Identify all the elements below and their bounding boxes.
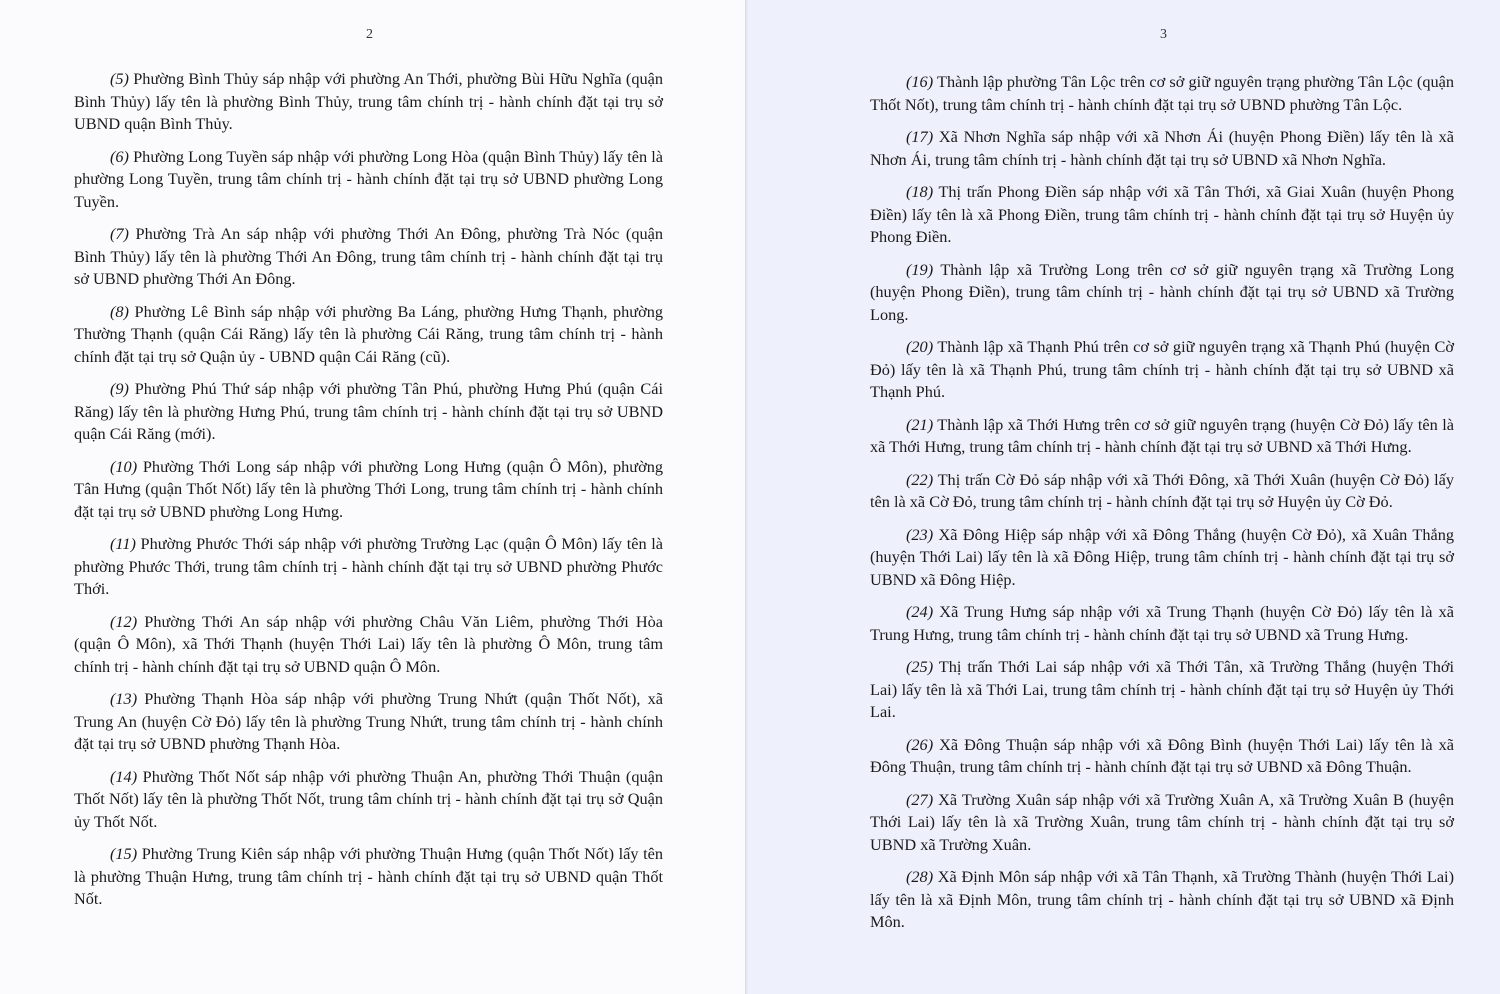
item-text: Xã Nhơn Nghĩa sáp nhập với xã Nhơn Ái (huyện Phong Điền) lấy tên là xã Nhơn Ái, trung tâm chính trị - hành chính đặt tại trụ sở UBND xã Nhơn Nghĩa. <box>870 127 1454 169</box>
left-page <box>0 0 745 994</box>
list-item <box>74 378 663 446</box>
item-text: Thị trấn Cờ Đỏ sáp nhập với xã Thới Đông, xã Thới Xuân (huyện Cờ Đỏ) lấy tên là xã Cờ Đỏ, trung tâm chính trị - hành chính đặt tại trụ sở Huyện ủy Cờ Đỏ. <box>870 469 1454 511</box>
item-number: (18) <box>906 182 934 201</box>
item-number: (16) <box>906 72 934 91</box>
item-number: (20) <box>906 337 934 356</box>
item-number: (21) <box>906 414 934 434</box>
item-text: Phường Lê Bình sáp nhập với phường Ba Láng, phường Hưng Thạnh, phường Thường Thạnh (quận Cái Răng) lấy tên là phường Cái Răng, trung tâm chính trị - hành chính đặt tại trụ sở Quận ủy - UBND quận Cái Răng (cũ). <box>74 301 663 366</box>
item-number: (24) <box>906 602 934 621</box>
list-item <box>870 71 1454 116</box>
list-item <box>74 456 663 524</box>
list-item <box>870 469 1454 514</box>
item-number: (12) <box>110 611 138 631</box>
item-text: Thành lập phường Tân Lộc trên cơ sở giữ nguyên trạng phường Tân Lộc (quận Thốt Nốt), trung tâm chính trị - hành chính đặt tại trụ sở UBND phường Tân Lộc. <box>870 72 1454 114</box>
list-item <box>870 601 1454 646</box>
item-number: (15) <box>110 844 138 863</box>
list-item <box>74 223 663 291</box>
item-text: Phường Thới Long sáp nhập với phường Long Hưng (quận Ô Môn), phường Tân Hưng (quận Thốt Nốt) lấy tên là phường Thới Long, trung tâm chính trị - hành chính đặt tại trụ sở UBND phường Long Hưng. <box>74 456 663 521</box>
item-text: Phường Trà An sáp nhập với phường Thới An Đông, phường Trà Nóc (quận Bình Thủy) lấy tên là phường Thới An Đông, trung tâm chính trị - hành chính đặt tại trụ sở UBND phường Thới An Đông. <box>74 224 663 288</box>
item-number: (6) <box>110 146 129 166</box>
list-item <box>870 181 1454 249</box>
item-number: (17) <box>906 127 934 146</box>
right-page <box>748 0 1500 994</box>
list-item <box>870 656 1454 724</box>
list-item <box>870 524 1454 592</box>
list-item <box>74 533 663 601</box>
paragraph-list <box>870 71 1454 934</box>
item-text: Xã Đông Hiệp sáp nhập với xã Đông Thắng (huyện Cờ Đỏ), xã Xuân Thắng (huyện Thới Lai) lấy tên là xã Đông Hiệp, trung tâm chính trị - hành chính đặt tại trụ sở UBND xã Đông Hiệp. <box>870 524 1454 589</box>
list-item <box>74 611 663 679</box>
item-number: (10) <box>110 456 138 476</box>
item-text: Thị trấn Phong Điền sáp nhập với xã Tân Thới, xã Giai Xuân (huyện Phong Điền) lấy tên là xã Phong Điền, trung tâm chính trị - hành chính đặt tại trụ sở Huyện ủy Phong Điền. <box>870 182 1454 246</box>
item-number: (25) <box>906 657 934 676</box>
item-text: Thành lập xã Trường Long trên cơ sở giữ nguyên trạng xã Trường Long (huyện Phong Điền), trung tâm chính trị - hành chính đặt tại trụ sở UBND xã Trường Long. <box>870 259 1454 324</box>
item-number: (5) <box>110 69 129 88</box>
page-number: 3 <box>1160 27 1167 42</box>
item-number: (14) <box>110 766 138 786</box>
list-item <box>870 734 1454 779</box>
list-item <box>870 259 1454 327</box>
page-number: 2 <box>366 27 373 42</box>
item-number: (9) <box>110 379 129 398</box>
list-item <box>74 766 663 834</box>
item-number: (23) <box>906 524 934 544</box>
item-text: Phường Phú Thứ sáp nhập với phường Tân Phú, phường Hưng Phú (quận Cái Răng) lấy tên là phường Hưng Phú, trung tâm chính trị - hành chính đặt tại trụ sở UBND quận Cái Răng (mới). <box>74 379 663 443</box>
item-text: Phường Thới An sáp nhập với phường Châu Văn Liêm, phường Thới Hòa (quận Ô Môn), xã Thới Thạnh (huyện Thới Lai) lấy tên là phường Ô Môn, trung tâm chính trị - hành chính đặt tại trụ sở UBND quận Ô Môn. <box>74 611 663 676</box>
list-item <box>74 146 663 214</box>
item-text: Xã Đông Thuận sáp nhập với xã Đông Bình (huyện Thới Lai) lấy tên là xã Đông Thuận, trung tâm chính trị - hành chính đặt tại trụ sở UBND xã Đông Thuận. <box>870 734 1454 776</box>
item-number: (26) <box>906 734 934 754</box>
paragraph-list <box>74 68 663 911</box>
item-text: Phường Phước Thới sáp nhập với phường Trường Lạc (quận Ô Môn) lấy tên là phường Phước Thới, trung tâm chính trị - hành chính đặt tại trụ sở UBND phường Phước Thới. <box>74 534 663 598</box>
item-text: Xã Trường Xuân sáp nhập với xã Trường Xuân A, xã Trường Xuân B (huyện Thới Lai) lấy tên là xã Trường Xuân, trung tâm chính trị - hành chính đặt tại trụ sở UBND xã Trường Xuân. <box>870 789 1454 854</box>
item-text: Xã Định Môn sáp nhập với xã Tân Thạnh, xã Trường Thành (huyện Thới Lai) lấy tên là xã Định Môn, trung tâm chính trị - hành chính đặt tại trụ sở UBND xã Định Môn. <box>870 867 1454 931</box>
item-number: (22) <box>906 469 934 489</box>
item-text: Phường Long Tuyền sáp nhập với phường Long Hòa (quận Bình Thủy) lấy tên là phường Long Tuyền, trung tâm chính trị - hành chính đặt tại trụ sở UBND phường Long Tuyền. <box>74 146 663 211</box>
item-number: (8) <box>110 301 129 321</box>
item-number: (13) <box>110 689 138 708</box>
list-item <box>74 301 663 369</box>
item-text: Phường Bình Thủy sáp nhập với phường An Thới, phường Bùi Hữu Nghĩa (quận Bình Thủy) lấy tên là phường Bình Thủy, trung tâm chính trị - hành chính đặt tại trụ sở UBND quận Bình Thủy. <box>74 69 663 133</box>
item-text: Phường Thốt Nốt sáp nhập với phường Thuận An, phường Thới Thuận (quận Thốt Nốt) lấy tên là phường Thốt Nốt, trung tâm chính trị - hành chính đặt tại trụ sở Quận ủy Thốt Nốt. <box>74 766 663 831</box>
item-number: (11) <box>110 534 136 553</box>
item-text: Phường Thạnh Hòa sáp nhập với phường Trung Nhứt (quận Thốt Nốt), xã Trung An (huyện Cờ Đỏ) lấy tên là phường Trung Nhứt, trung tâm chính trị - hành chính đặt tại trụ sở UBND phường Thạnh Hòa. <box>74 689 663 753</box>
item-text: Xã Trung Hưng sáp nhập với xã Trung Thạnh (huyện Cờ Đỏ) lấy tên là xã Trung Hưng, trung tâm chính trị - hành chính đặt tại trụ sở UBND xã Trung Hưng. <box>870 602 1454 644</box>
list-item <box>870 789 1454 857</box>
item-number: (28) <box>906 867 934 886</box>
list-item <box>870 414 1454 459</box>
item-number: (19) <box>906 259 934 279</box>
item-text: Thị trấn Thới Lai sáp nhập với xã Thới Tân, xã Trường Thắng (huyện Thới Lai) lấy tên là xã Thới Lai, trung tâm chính trị - hành chính đặt tại trụ sở Huyện ủy Thới Lai. <box>870 657 1454 721</box>
item-text: Thành lập xã Thới Hưng trên cơ sở giữ nguyên trạng (huyện Cờ Đỏ) lấy tên là xã Thới Hưng, trung tâm chính trị - hành chính đặt tại trụ sở UBND xã Thới Hưng. <box>870 414 1454 456</box>
list-item <box>870 126 1454 171</box>
list-item <box>74 688 663 756</box>
list-item <box>870 336 1454 404</box>
item-text: Thành lập xã Thạnh Phú trên cơ sở giữ nguyên trạng xã Thạnh Phú (huyện Cờ Đỏ) lấy tên là xã Thạnh Phú, trung tâm chính trị - hành chính đặt tại trụ sở UBND xã Thạnh Phú. <box>870 337 1454 401</box>
list-item <box>74 68 663 136</box>
item-number: (27) <box>906 789 934 809</box>
item-text: Phường Trung Kiên sáp nhập với phường Thuận Hưng (quận Thốt Nốt) lấy tên là phường Thuận Hưng, trung tâm chính trị - hành chính đặt tại trụ sở UBND quận Thốt Nốt. <box>74 844 663 908</box>
item-number: (7) <box>110 224 129 243</box>
list-item <box>870 866 1454 934</box>
list-item <box>74 843 663 911</box>
